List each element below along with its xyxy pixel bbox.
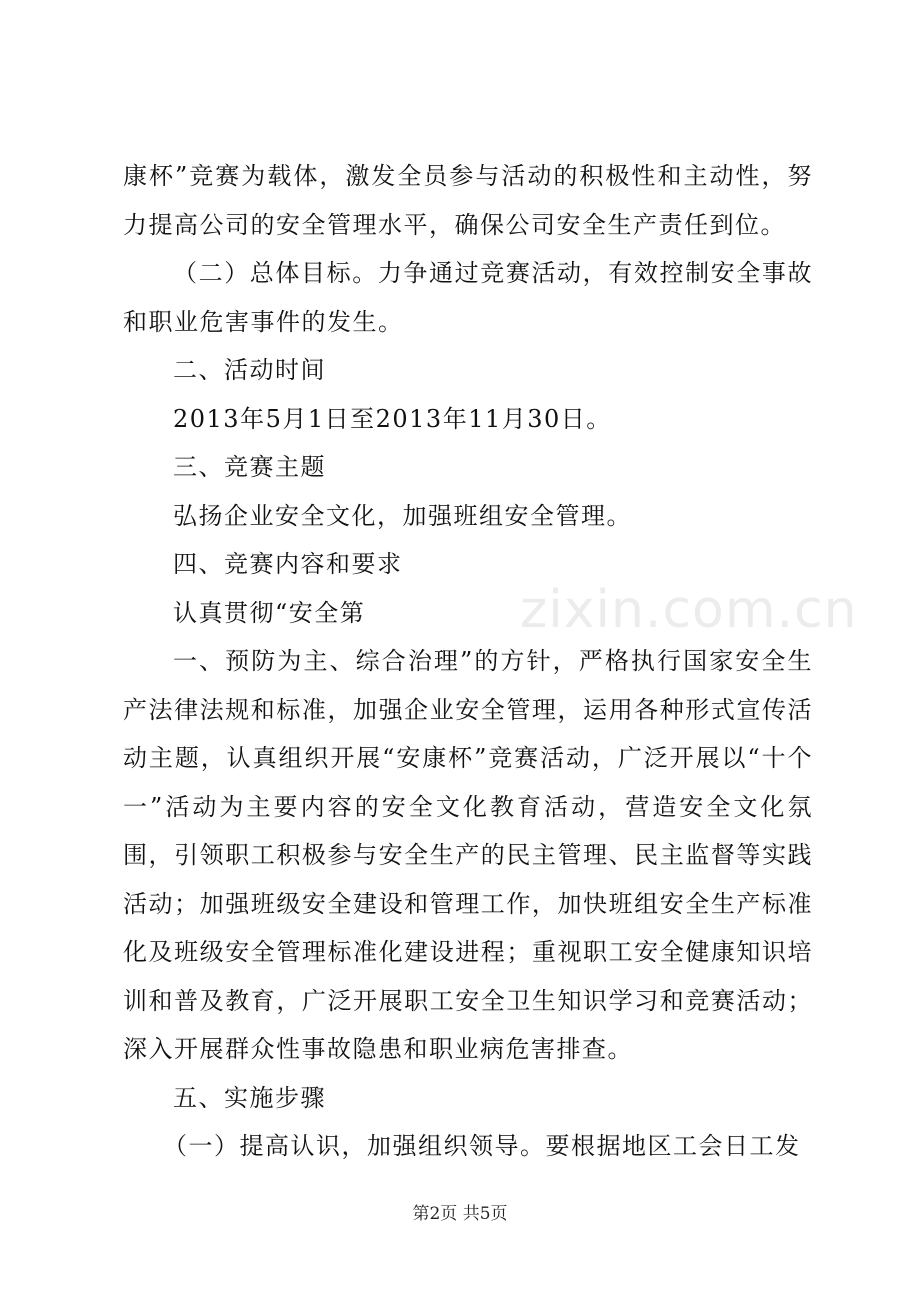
section-heading-content: 四、竞赛内容和要求 (173, 550, 403, 578)
paragraph-steps-1: （一）提高认识，加强组织领导。要根据地区工会日工发 (163, 1132, 801, 1160)
paragraph-1: 康杯”竞赛为载体，激发全员参与活动的积极性和主动性，努力提高公司的安全管理水平，确保公司安全生产责任到位。 (123, 162, 813, 239)
paragraph-2: （二）总体目标。力争通过竞赛活动，有效控制安全事故和职业危害事件的发生。 (123, 259, 813, 336)
watermark: zixin.com.cn (520, 580, 858, 640)
paragraph-theme: 弘扬企业安全文化，加强班组安全管理。 (173, 501, 632, 530)
paragraph-dates: 2013年5月1日至2013年11月30日。 (173, 404, 612, 433)
document-body (123, 152, 813, 1171)
section-heading-theme: 三、竞赛主题 (173, 453, 326, 481)
section-heading-activity-time: 二、活动时间 (173, 356, 326, 384)
section-heading-steps: 五、实施步骤 (173, 1083, 326, 1112)
page-footer: 第2页 共5页 (412, 1204, 508, 1224)
paragraph-content-body: 一、预防为主、综合治理”的方针，严格执行国家安全生产法律法规和标准，加强企业安全管理，运用各种形式宣传活动主题，认真组织开展“安康杯”竞赛活动，广泛开展以“十个一”活动为主要内容的安全文化教育活动，营造安全文化氛围，引领职工积极参与安全生产的民主管理、民主监督等实践活动；加强班级安全建设和管理工作，加快班组安全生产标准化及班级安全管理标准化建设进程；重视职工安全健康知识培训和普及教育，广泛开展职工安全卫生知识学习和竞赛活动；深入开展群众性事故隐患和职业病危害排查。 (123, 647, 813, 1063)
paragraph-content-intro: 认真贯彻“安全第 (173, 598, 366, 627)
